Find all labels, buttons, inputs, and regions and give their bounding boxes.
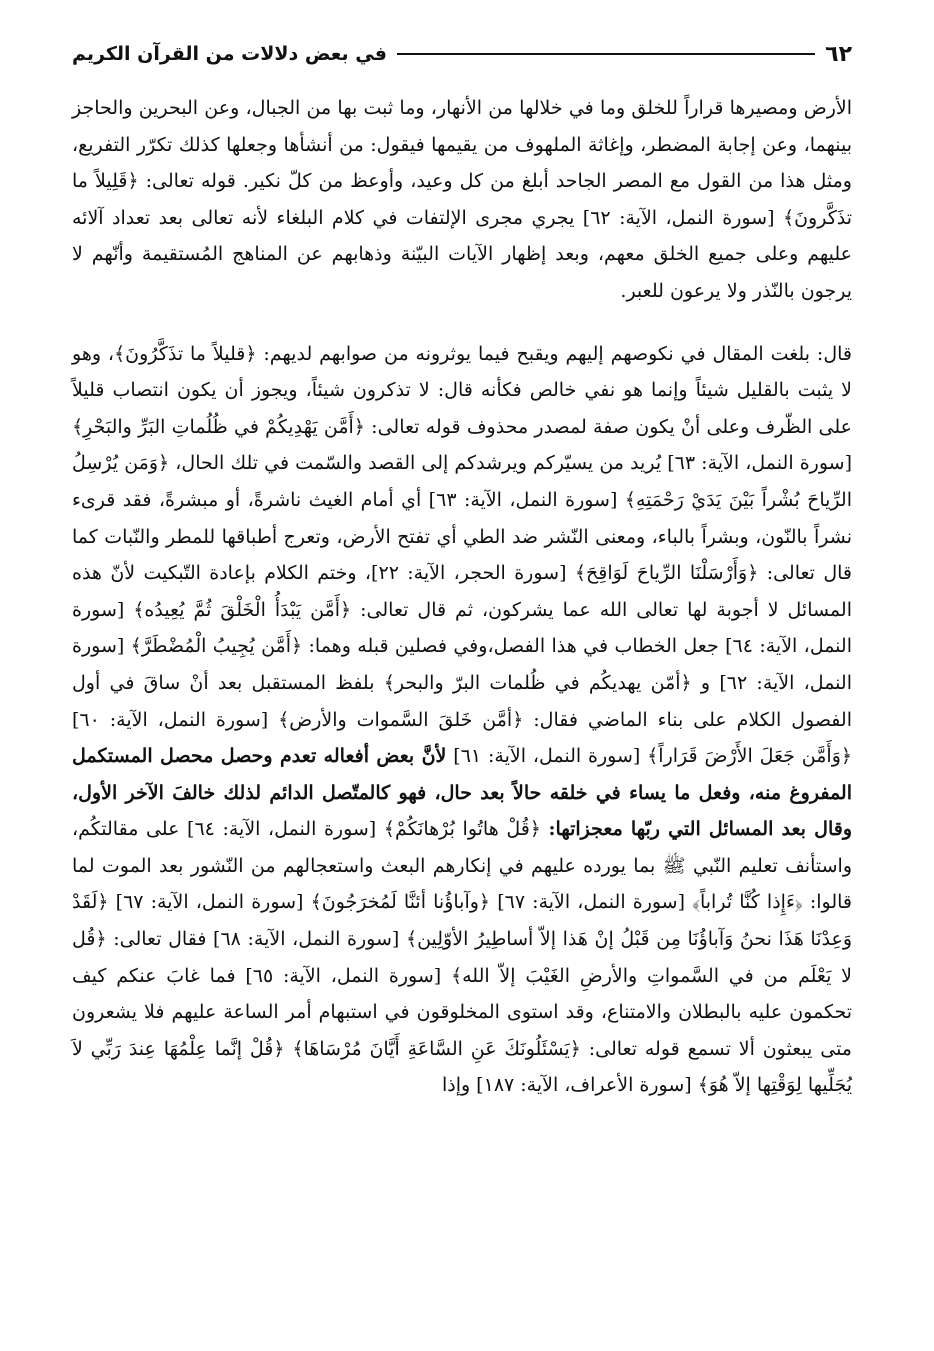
page-number: ٦٢	[825, 41, 852, 67]
paragraph-text: ﴿قُلْ هاتُوا بُرْهانَكُمْ﴾ [سورة النمل، الآية: ٦٤] على مقالتكُم، واستأنف تعليم النّبي ﷺ بما يورده عليهم في إنكارهم البعث واستعجالهم من النّشور بعد الموت لما قالوا: ﴿ءَإِذا كُنَّا تُراباً﴾ [سورة النمل، الآية: ٦٧] ﴿وآباؤُنا أئنَّا لَمُخرَجُونَ﴾ [سورة النمل، الآية: ٦٧] ﴿لَقَدْ وَعِدْنَا هَذَا نحنُ وَآباؤُنَا مِن قَبْلُ إنْ هَذا إلاّ أساطِيرُ الأوّلِين﴾ [سورة النمل، الآية: ٦٨] فقال تعالى: ﴿قُل لا يَعْلَم من في السَّمواتِ والأرضِ الغَيْبَ إلاّ الله﴾ [سورة النمل، الآية: ٦٥] فما غابَ عنكم كيف تحكمون عليه بالبطلان والامتناع، وقد استوى المخلوقون في استبهام أمر الساعة عليهم فلا يشعرون متى يبعثون ألا تسمع قوله تعالى: ﴿يَسْئَلُونَكَ عَنِ السَّاعَةِ أَيَّانَ مُرْسَاهَا﴾ ﴿قُلْ إنَّما عِلْمُهَا عِندَ رَبِّي لاَ يُجَلِّيها لِوَقْتِها إلاّ هُوَ﴾ [سورة الأعراف، الآية: ١٨٧] وإذا	[72, 818, 852, 1097]
paragraph-text: قال: بلغت المقال في نكوصهم إليهم ويقبح فيما يوثرونه من صوابهم لديهم: ﴿قليلاً ما تذَكَّرُونَ﴾، وهو لا يثبت بالقليل شيئاً وإنما هو نفي خالص فكأنه قال: لا تذكرون شيئاً، ويجوز أن يكون انتصاب قليلاً على الظّرف وعلى أنْ يكون صفة لمصدر محذوف قوله تعالى: ﴿أَمَّن يَهْدِيكُمْ في ظُلُماتِ البَرِّ والبَحْرِ﴾ [سورة النمل، الآية: ٦٣] يُريد من يسيّركم ويرشدكم إلى القصد والسّمت في تلك الحال، ﴿وَمَن يُرْسِلُ الرِّياحَ بُشْراً بَيْنَ يَدَيْ رَحْمَتِهِ﴾ [سورة النمل، الآية: ٦٣] أي أمام الغيث ناشرةً، أو مبشرةً، فقد قرىء نشراً بالنّون، وبشراً بالباء، ومعنى النّشر ضد الطي أي تفتح الأرض، وتعرج أطباقها للمطر والنّبات كما قال تعالى: ﴿وَأَرْسَلْنَا الرِّياحَ لَوَاقِحَ﴾ [سورة الحجر، الآية: ٢٢]، وختم الكلام بإعادة التّبكيت لأنّ هذه المسائل لا أجوبة لها تعالى الله عما يشركون، ثم قال تعالى: ﴿أَمَّن يَبْدَأُ الْخَلْقَ ثُمَّ يُعِيدُه﴾ [سورة النمل، الآية: ٦٤] جعل الخطاب في هذا الفصل،وفي فصلين قبله وهما: ﴿أَمَّن يُجِيبُ الْمُضْطَرَّ﴾ [سورة النمل، الآية: ٦٢] و ﴿أمّن يهديكُم في ظُلمات البرّ والبحر﴾ بلفظ المستقبل بعد أنْ ساقَ في أول الفصول الكلام على بناء الماضي فقال: ﴿أمَّن خَلقَ السَّموات والأرض﴾ [سورة النمل، الآية: ٦٠] ﴿وَأَمَّن جَعَلَ الأَرْضَ قَرَاراً﴾ [سورة النمل، الآية: ٦١]	[72, 342, 853, 768]
paragraph-gap	[72, 310, 852, 336]
header-rule	[397, 53, 815, 55]
body-text	[72, 90, 852, 1104]
running-title: في بعض دلالات من القرآن الكريم	[72, 43, 387, 65]
paragraph-1	[72, 90, 852, 310]
bold-paragraph-text: لأنَّ بعض أفعاله تعدم وحصل محصل المستكمل المفروغ منه، وفعل ما يساء في خلقه حالاً بعد حال، فهو كالمتّصل الدائم لذلك خالفَ الآخر الأول، وقال بعد المسائل التي ربّها معجزاتها:	[72, 745, 852, 841]
page-header	[72, 34, 852, 74]
paragraph-text: الأرض ومصيرها قراراً للخلق وما في خلالها من الأنهار، وما ثبت بها من الجبال، وعن البحرين والحاجز بينهما، وعن إجابة المضطر، وإغاثة الملهوف من يقيمها فيقول: من أنشأها وجعلها كذلك تكرّر التفريع، ومثل هذا من القول مع المصر الجاحد أبلغ من كل وعيد، وأوعظ من كلّ نكير. قوله تعالى: ﴿قَلِيلاً ما تذَكَّرونَ﴾ [سورة النمل، الآية: ٦٢] يجري مجرى الإلتفات في كلام البلغاء لأنه تعالى بعد تعداد آلائه عليهم وعلى جميع الخلق معهم، وبعد إظهار الآيات البيّنة وذهابهم عن المناهج المُستقيمة وأنّهم لا يرجون بالنّذر ولا يرعون للعبر.	[72, 97, 852, 302]
paragraph-2	[72, 336, 852, 1104]
